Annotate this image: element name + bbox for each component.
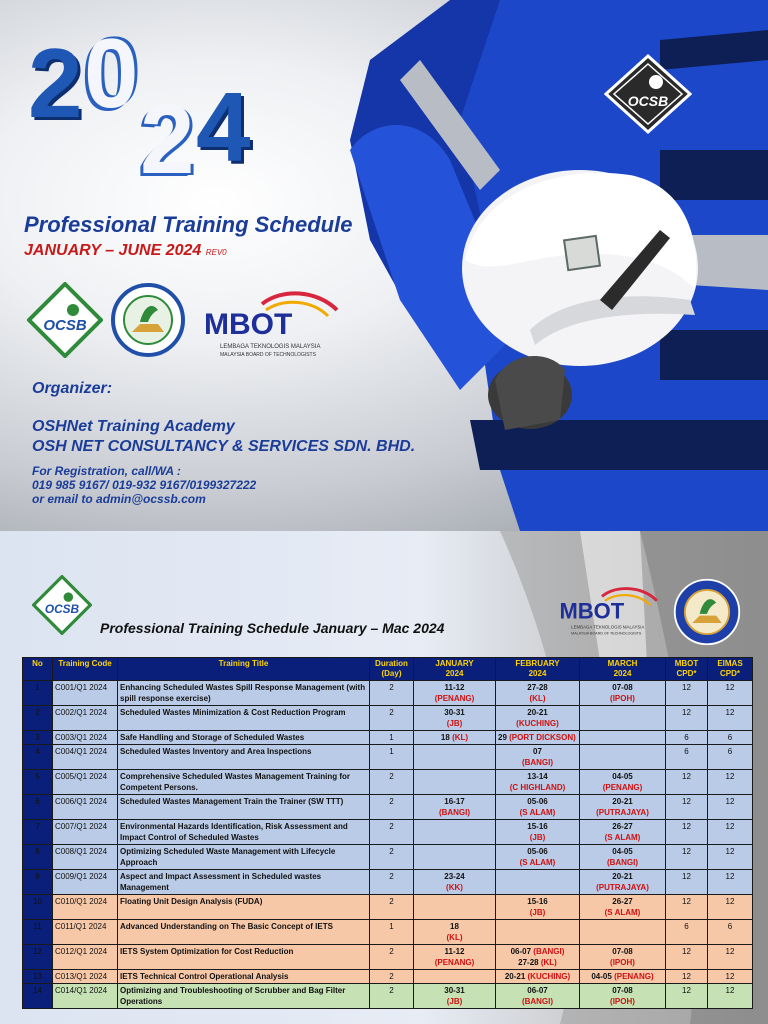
mbot-logo-text: MBOT: [204, 308, 293, 341]
row-march: [580, 984, 666, 1009]
table-row: [23, 681, 753, 706]
ocsb-logo-small-text: OCSB: [44, 601, 80, 616]
feb-location-2: (KL): [540, 958, 557, 967]
row-mbot-cpd: 12: [666, 870, 708, 895]
table-row: [23, 745, 753, 770]
table-row: [23, 970, 753, 984]
row-january: [414, 970, 496, 984]
row-title: IETS Technical Control Operational Analysis: [118, 970, 370, 984]
mar-location: (PENANG): [602, 783, 643, 792]
year-digit-1: 2: [28, 28, 83, 138]
row-duration: 1: [370, 745, 414, 770]
ocsb-badge-text: OCSB: [627, 93, 669, 109]
row-eimas-cpd: 6: [708, 920, 753, 945]
header-mbot-1: MBOT: [674, 659, 699, 668]
schedule-title: Professional Training Schedule January – Mac 2024: [100, 620, 445, 636]
table-row: [23, 945, 753, 970]
row-title: Advanced Understanding on The Basic Concept of IETS: [118, 920, 370, 945]
row-eimas-cpd: 12: [708, 845, 753, 870]
eimas-logo-small: [672, 577, 742, 647]
mar-location: (BANGI): [606, 858, 639, 867]
table-row: [23, 984, 753, 1009]
row-title: Enhancing Scheduled Wastes Spill Response Management (with spill response exercise): [118, 681, 370, 706]
mar-location: (S ALAM): [604, 833, 641, 842]
row-january: [414, 795, 496, 820]
row-mbot-cpd: 12: [666, 945, 708, 970]
row-no: 14: [23, 984, 53, 1009]
feb-location: (S ALAM): [519, 858, 556, 867]
row-duration: 2: [370, 870, 414, 895]
row-duration: 2: [370, 984, 414, 1009]
row-no: 4: [23, 745, 53, 770]
row-january: [414, 920, 496, 945]
feb-location-1: (BANGI): [533, 947, 565, 956]
jan-dates: 11-12: [444, 947, 465, 956]
mbot-logo: [202, 288, 344, 360]
row-code: C014/Q1 2024: [53, 984, 118, 1009]
table-row: [23, 731, 753, 745]
eimas-logo: [110, 282, 186, 358]
row-january: [414, 870, 496, 895]
jan-location: (JB): [446, 719, 463, 728]
row-mbot-cpd: 12: [666, 970, 708, 984]
row-eimas-cpd: 12: [708, 820, 753, 845]
feb-location: (KL): [529, 694, 546, 703]
organizer-label: Organizer:: [32, 380, 113, 397]
row-march: [580, 745, 666, 770]
mar-location: (PENANG): [614, 972, 654, 981]
header-title: Training Title: [118, 658, 370, 681]
jan-location: (BANGI): [438, 808, 471, 817]
row-mbot-cpd: 12: [666, 845, 708, 870]
mar-dates: 07-08: [612, 986, 633, 995]
mar-dates: 26-27: [612, 822, 633, 831]
table-header-row: [23, 658, 753, 681]
row-duration: 2: [370, 770, 414, 795]
mbot-logo-small: [558, 583, 662, 639]
row-title: Environmental Hazards Identification, Risk Assessment and Impact Control of Scheduled Wastes: [118, 820, 370, 845]
row-eimas-cpd: 12: [708, 795, 753, 820]
feb-dates: 15-16: [527, 897, 548, 906]
feb-dates: 07: [533, 747, 542, 756]
row-eimas-cpd: 12: [708, 870, 753, 895]
row-eimas-cpd: 12: [708, 895, 753, 920]
feb-dates-2: 27-28: [518, 958, 539, 967]
row-duration: 2: [370, 681, 414, 706]
header-march-2: 2024: [613, 669, 632, 678]
row-march: [580, 706, 666, 731]
row-february: [496, 895, 580, 920]
feb-dates: 15-16: [527, 822, 548, 831]
jan-dates: 30-31: [444, 986, 465, 995]
row-february: [496, 820, 580, 845]
row-january: [414, 820, 496, 845]
feb-location: (BANGI): [521, 758, 554, 767]
mar-location: (PUTRAJAYA): [596, 808, 649, 817]
mar-dates: 04-05: [612, 847, 633, 856]
row-duration: 2: [370, 970, 414, 984]
header-february-1: FEBRUARY: [515, 659, 560, 668]
row-no: 12: [23, 945, 53, 970]
training-schedule-table: [22, 657, 753, 1009]
row-no: 3: [23, 731, 53, 745]
row-january: [414, 895, 496, 920]
row-title: Safe Handling and Storage of Scheduled Wastes: [118, 731, 370, 745]
row-duration: 2: [370, 820, 414, 845]
row-no: 9: [23, 870, 53, 895]
header-mbot-2: CPD*: [676, 669, 697, 678]
jan-location: (PENANG): [434, 958, 475, 967]
row-mbot-cpd: 6: [666, 920, 708, 945]
header-duration-2: (Day): [381, 669, 402, 678]
jan-dates: 23-24: [444, 872, 465, 881]
feb-dates: 27-28: [527, 683, 548, 692]
row-code: C007/Q1 2024: [53, 820, 118, 845]
row-february: [496, 770, 580, 795]
row-duration: 2: [370, 845, 414, 870]
jan-location: (PENANG): [434, 694, 475, 703]
header-march-1: MARCH: [607, 659, 638, 668]
row-mbot-cpd: 6: [666, 731, 708, 745]
row-code: C005/Q1 2024: [53, 770, 118, 795]
mar-dates: 04-05: [612, 772, 633, 781]
mar-dates: 04-05: [591, 972, 612, 981]
mar-dates: 07-08: [612, 683, 633, 692]
mar-location: (PUTRAJAYA): [596, 883, 649, 892]
row-no: 2: [23, 706, 53, 731]
row-title: Comprehensive Scheduled Wastes Management Training for Competent Persons.: [118, 770, 370, 795]
row-march: [580, 770, 666, 795]
feb-dates-1: 06-07: [510, 947, 532, 956]
header-code: Training Code: [53, 658, 118, 681]
row-title: IETS System Optimization for Cost Reduction: [118, 945, 370, 970]
row-mbot-cpd: 6: [666, 745, 708, 770]
row-code: C013/Q1 2024: [53, 970, 118, 984]
row-duration: 2: [370, 895, 414, 920]
row-january: [414, 706, 496, 731]
mar-location: (IPOH): [610, 997, 635, 1006]
row-code: C011/Q1 2024: [53, 920, 118, 945]
header-eimas-1: EIMAS: [717, 659, 743, 668]
jan-dates: 16-17: [444, 797, 465, 806]
row-march: [580, 795, 666, 820]
jan-location: (KK): [446, 883, 463, 892]
row-title: Scheduled Wastes Inventory and Area Inspections: [118, 745, 370, 770]
mar-location: (S ALAM): [604, 908, 641, 917]
row-no: 10: [23, 895, 53, 920]
mbot-small-caption-1: LEMBAGA TEKNOLOGIS MALAYSIA: [571, 624, 645, 630]
row-duration: 1: [370, 731, 414, 745]
jan-dates: 11-12: [444, 683, 465, 692]
row-february: [496, 945, 580, 970]
header-january-1: JANUARY: [435, 659, 474, 668]
row-february: [496, 745, 580, 770]
row-eimas-cpd: 12: [708, 706, 753, 731]
row-duration: 1: [370, 920, 414, 945]
schedule-section: [0, 531, 768, 1024]
row-march: [580, 970, 666, 984]
row-eimas-cpd: 6: [708, 731, 753, 745]
feb-dates: 06-07: [527, 986, 548, 995]
mbot-small-caption-2: MALAYSIA BOARD OF TECHNOLOGISTS: [571, 631, 642, 636]
organizer-academy: OSHNet Training Academy: [32, 418, 235, 435]
row-february: [496, 920, 580, 945]
row-mbot-cpd: 12: [666, 770, 708, 795]
row-no: 8: [23, 845, 53, 870]
feb-location: (KUCHING): [527, 972, 571, 981]
header-eimas-2: CPD*: [719, 669, 740, 678]
row-no: 6: [23, 795, 53, 820]
row-no: 11: [23, 920, 53, 945]
feb-location: (S ALAM): [519, 808, 556, 817]
table-row: [23, 895, 753, 920]
row-mbot-cpd: 12: [666, 681, 708, 706]
row-title: Scheduled Wastes Minimization & Cost Reduction Program: [118, 706, 370, 731]
row-eimas-cpd: 12: [708, 770, 753, 795]
jan-location: (JB): [446, 997, 463, 1006]
feb-session-1: [498, 946, 577, 957]
cover-title: Professional Training Schedule: [24, 212, 353, 237]
row-january: [414, 945, 496, 970]
row-eimas-cpd: 12: [708, 681, 753, 706]
feb-location: (JB): [529, 908, 546, 917]
row-code: C009/Q1 2024: [53, 870, 118, 895]
feb-session-2: [498, 957, 577, 968]
jan-dates: 18: [450, 922, 459, 931]
revision-label: REV0: [205, 248, 227, 257]
row-january: [414, 681, 496, 706]
feb-location: (PORT DICKSON): [509, 733, 576, 742]
row-january: [414, 731, 496, 745]
ocsb-logo-text: OCSB: [43, 317, 87, 334]
row-january: [414, 984, 496, 1009]
row-code: C004/Q1 2024: [53, 745, 118, 770]
row-february: [496, 681, 580, 706]
row-title: Optimizing and Troubleshooting of Scrubber and Bag Filter Operations: [118, 984, 370, 1009]
row-code: C010/Q1 2024: [53, 895, 118, 920]
row-march: [580, 895, 666, 920]
row-duration: 2: [370, 706, 414, 731]
year-digit-4: 4: [196, 72, 251, 182]
row-february: [496, 970, 580, 984]
row-january: [414, 745, 496, 770]
row-code: C006/Q1 2024: [53, 795, 118, 820]
organizer-company: OSH NET CONSULTANCY & SERVICES SDN. BHD.: [32, 438, 416, 455]
header-duration-1: Duration: [375, 659, 408, 668]
row-title: Scheduled Wastes Management Train the Trainer (SW TTT): [118, 795, 370, 820]
mbot-logo-small-text: MBOT: [559, 598, 625, 624]
mar-dates: 26-27: [612, 897, 633, 906]
table-row: [23, 706, 753, 731]
feb-location: (KUCHING): [516, 719, 559, 728]
feb-dates: 05-06: [527, 847, 548, 856]
header-january-2: 2024: [445, 669, 464, 678]
ocsb-logo-badge: [604, 54, 692, 134]
table-row: [23, 845, 753, 870]
mar-location: (IPOH): [610, 958, 635, 967]
jan-dates: 30-31: [444, 708, 465, 717]
row-mbot-cpd: 12: [666, 706, 708, 731]
registration-phones[interactable]: 019 985 9167/ 019-932 9167/0199327222: [32, 478, 257, 492]
feb-dates: 29: [498, 733, 507, 742]
row-title: Floating Unit Design Analysis (FUDA): [118, 895, 370, 920]
row-mbot-cpd: 12: [666, 820, 708, 845]
row-no: 13: [23, 970, 53, 984]
year-digit-2: 0: [84, 18, 139, 128]
header-no: No: [23, 658, 53, 681]
table-row: [23, 770, 753, 795]
row-march: [580, 920, 666, 945]
row-january: [414, 770, 496, 795]
jan-dates: 18: [440, 733, 450, 742]
ocsb-logo: [27, 282, 103, 358]
row-february: [496, 870, 580, 895]
header-february-2: 2024: [528, 669, 547, 678]
row-mbot-cpd: 12: [666, 795, 708, 820]
row-code: C012/Q1 2024: [53, 945, 118, 970]
row-february: [496, 984, 580, 1009]
row-march: [580, 731, 666, 745]
table-row: [23, 920, 753, 945]
row-march: [580, 845, 666, 870]
row-february: [496, 845, 580, 870]
row-title: Aspect and Impact Assessment in Scheduled wastes Management: [118, 870, 370, 895]
mar-dates: 20-21: [612, 872, 633, 881]
registration-label: For Registration, call/WA :: [32, 464, 181, 478]
cover-subtitle: [24, 242, 227, 260]
row-february: [496, 795, 580, 820]
feb-location: (BANGI): [521, 997, 554, 1006]
row-eimas-cpd: 12: [708, 970, 753, 984]
feb-location: (C HIGHLAND): [509, 783, 566, 792]
row-january: [414, 845, 496, 870]
header-february: [496, 658, 580, 681]
header-duration: [370, 658, 414, 681]
mar-location: (IPOH): [610, 694, 635, 703]
date-range: JANUARY – JUNE 2024: [24, 242, 202, 259]
jan-location: (KL): [446, 933, 463, 942]
mbot-caption-2: MALAYSIA BOARD OF TECHNOLOGISTS: [220, 352, 316, 358]
header-march: [580, 658, 666, 681]
row-eimas-cpd: 12: [708, 984, 753, 1009]
table-row: [23, 870, 753, 895]
table-row: [23, 820, 753, 845]
row-code: C002/Q1 2024: [53, 706, 118, 731]
feb-location: (JB): [529, 833, 546, 842]
year-digit-3: 2: [140, 84, 195, 194]
row-eimas-cpd: 12: [708, 945, 753, 970]
mbot-caption-1: LEMBAGA TEKNOLOGIS MALAYSIA: [220, 344, 321, 350]
registration-info: [32, 464, 256, 506]
row-march: [580, 870, 666, 895]
jan-location: (KL): [452, 733, 469, 742]
row-march: [580, 820, 666, 845]
row-code: C001/Q1 2024: [53, 681, 118, 706]
feb-dates: 20-21: [527, 708, 548, 717]
row-march: [580, 945, 666, 970]
row-no: 7: [23, 820, 53, 845]
row-no: 5: [23, 770, 53, 795]
row-duration: 2: [370, 795, 414, 820]
mar-dates: 20-21: [612, 797, 633, 806]
ocsb-logo-small: [32, 575, 92, 635]
row-code: C008/Q1 2024: [53, 845, 118, 870]
row-no: 1: [23, 681, 53, 706]
row-title: Optimizing Scheduled Waste Management with Lifecycle Approach: [118, 845, 370, 870]
row-march: [580, 681, 666, 706]
header-eimas-cpd: [708, 658, 753, 681]
feb-dates: 05-06: [527, 797, 548, 806]
row-code: C003/Q1 2024: [53, 731, 118, 745]
row-eimas-cpd: 6: [708, 745, 753, 770]
row-mbot-cpd: 12: [666, 984, 708, 1009]
header-january: [414, 658, 496, 681]
header-mbot-cpd: [666, 658, 708, 681]
registration-email[interactable]: or email to admin@ocssb.com: [32, 492, 206, 506]
feb-dates: 20-21: [504, 972, 526, 981]
row-february: [496, 731, 580, 745]
table-row: [23, 795, 753, 820]
mar-dates: 07-08: [612, 947, 633, 956]
row-mbot-cpd: 12: [666, 895, 708, 920]
row-february: [496, 706, 580, 731]
row-duration: 2: [370, 945, 414, 970]
feb-dates: 13-14: [527, 772, 548, 781]
